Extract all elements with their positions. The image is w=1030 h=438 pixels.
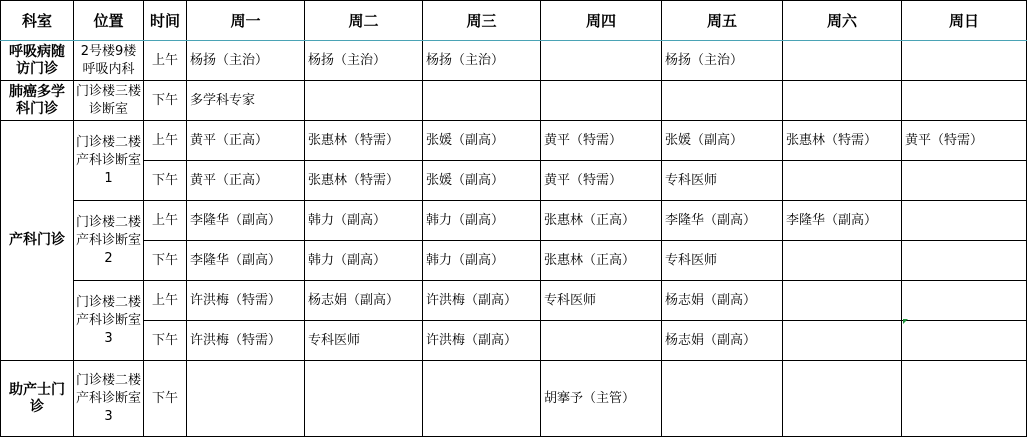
location-cell: 门诊楼二楼产科诊断室2 — [74, 201, 144, 281]
time-cell: 上午 — [144, 121, 187, 161]
doctor-cell — [902, 201, 1027, 241]
doctor-cell — [541, 321, 662, 361]
doctor-cell: 杨扬（主治） — [662, 41, 783, 81]
header-friday: 周五 — [662, 1, 783, 41]
header-sunday: 周日 — [902, 1, 1027, 41]
doctor-cell: 张媛（副高） — [423, 121, 541, 161]
doctor-cell — [783, 321, 902, 361]
doctor-cell: 专科医师 — [541, 281, 662, 321]
doctor-cell — [783, 241, 902, 281]
time-cell: 上午 — [144, 41, 187, 81]
doctor-cell: 许洪梅（特需） — [187, 281, 305, 321]
header-tuesday: 周二 — [305, 1, 423, 41]
doctor-cell — [902, 321, 1027, 361]
header-time: 时间 — [144, 1, 187, 41]
header-location: 位置 — [74, 1, 144, 41]
doctor-cell: 杨扬（主治） — [423, 41, 541, 81]
doctor-cell — [902, 281, 1027, 321]
table-row — [1, 201, 1027, 241]
doctor-cell — [662, 81, 783, 121]
doctor-cell: 韩力（副高） — [305, 241, 423, 281]
doctor-cell: 许洪梅（副高） — [423, 321, 541, 361]
header-saturday: 周六 — [783, 1, 902, 41]
doctor-cell — [902, 361, 1027, 437]
table-row — [1, 161, 1027, 201]
header-thursday: 周四 — [541, 1, 662, 41]
doctor-cell — [662, 361, 783, 437]
doctor-cell: 李隆华（副高） — [783, 201, 902, 241]
cell-comment-marker — [903, 319, 908, 324]
header-wednesday: 周三 — [423, 1, 541, 41]
doctor-cell: 张惠林（特需） — [783, 121, 902, 161]
doctor-cell — [902, 241, 1027, 281]
doctor-cell — [541, 81, 662, 121]
doctor-cell — [423, 81, 541, 121]
doctor-cell — [423, 361, 541, 437]
location-cell: 门诊楼二楼产科诊断室3 — [74, 281, 144, 361]
table-row — [1, 361, 1027, 437]
doctor-cell: 张惠林（特需） — [305, 161, 423, 201]
doctor-cell: 李隆华（副高） — [187, 201, 305, 241]
location-cell: 门诊楼二楼产科诊断室1 — [74, 121, 144, 201]
doctor-cell: 黄平（特需） — [902, 121, 1027, 161]
time-cell: 下午 — [144, 361, 187, 437]
dept-cell: 产科门诊 — [1, 121, 74, 361]
doctor-cell: 张惠林（特需） — [305, 121, 423, 161]
doctor-cell — [187, 361, 305, 437]
doctor-cell — [902, 161, 1027, 201]
doctor-cell: 杨扬（主治） — [305, 41, 423, 81]
doctor-cell: 多学科专家 — [187, 81, 305, 121]
time-cell: 下午 — [144, 161, 187, 201]
doctor-cell: 张媛（副高） — [423, 161, 541, 201]
doctor-cell — [783, 361, 902, 437]
doctor-cell: 张惠林（正高） — [541, 201, 662, 241]
table-row — [1, 81, 1027, 121]
doctor-cell: 李隆华（副高） — [187, 241, 305, 281]
location-cell: 门诊楼二楼产科诊断室3 — [74, 361, 144, 437]
doctor-cell: 专科医师 — [305, 321, 423, 361]
doctor-cell: 黄平（特需） — [541, 161, 662, 201]
doctor-cell: 韩力（副高） — [305, 201, 423, 241]
doctor-cell — [305, 81, 423, 121]
doctor-cell — [902, 81, 1027, 121]
doctor-cell — [783, 161, 902, 201]
doctor-cell: 专科医师 — [662, 161, 783, 201]
doctor-cell: 杨志娟（副高） — [662, 281, 783, 321]
doctor-cell: 专科医师 — [662, 241, 783, 281]
time-cell: 下午 — [144, 81, 187, 121]
time-cell: 下午 — [144, 241, 187, 281]
doctor-cell — [783, 41, 902, 81]
doctor-cell: 黄平（正高） — [187, 161, 305, 201]
location-cell: 2号楼9楼呼吸内科 — [74, 41, 144, 81]
time-cell: 上午 — [144, 201, 187, 241]
time-cell: 上午 — [144, 281, 187, 321]
doctor-cell: 黄平（正高） — [187, 121, 305, 161]
table-row — [1, 121, 1027, 161]
header-row — [1, 1, 1027, 41]
doctor-cell: 许洪梅（特需） — [187, 321, 305, 361]
doctor-cell: 韩力（副高） — [423, 201, 541, 241]
doctor-cell: 杨志娟（副高） — [305, 281, 423, 321]
doctor-cell — [902, 41, 1027, 81]
doctor-cell — [541, 41, 662, 81]
doctor-cell: 韩力（副高） — [423, 241, 541, 281]
doctor-cell — [783, 81, 902, 121]
table-row — [1, 241, 1027, 281]
doctor-cell: 杨扬（主治） — [187, 41, 305, 81]
dept-cell: 呼吸病随访门诊 — [1, 41, 74, 81]
dept-cell: 肺癌多学科门诊 — [1, 81, 74, 121]
table-row — [1, 41, 1027, 81]
doctor-cell: 黄平（特需） — [541, 121, 662, 161]
doctor-cell: 杨志娟（副高） — [662, 321, 783, 361]
header-monday: 周一 — [187, 1, 305, 41]
dept-cell: 助产士门诊 — [1, 361, 74, 437]
doctor-cell — [305, 361, 423, 437]
doctor-cell — [783, 281, 902, 321]
doctor-cell: 张媛（副高） — [662, 121, 783, 161]
header-dept: 科室 — [1, 1, 74, 41]
table-row — [1, 281, 1027, 321]
table-row — [1, 321, 1027, 361]
time-cell: 下午 — [144, 321, 187, 361]
doctor-cell: 张惠林（正高） — [541, 241, 662, 281]
doctor-cell: 胡搴予（主管） — [541, 361, 662, 437]
location-cell: 门诊楼三楼诊断室 — [74, 81, 144, 121]
doctor-cell: 李隆华（副高） — [662, 201, 783, 241]
doctor-cell: 许洪梅（副高） — [423, 281, 541, 321]
